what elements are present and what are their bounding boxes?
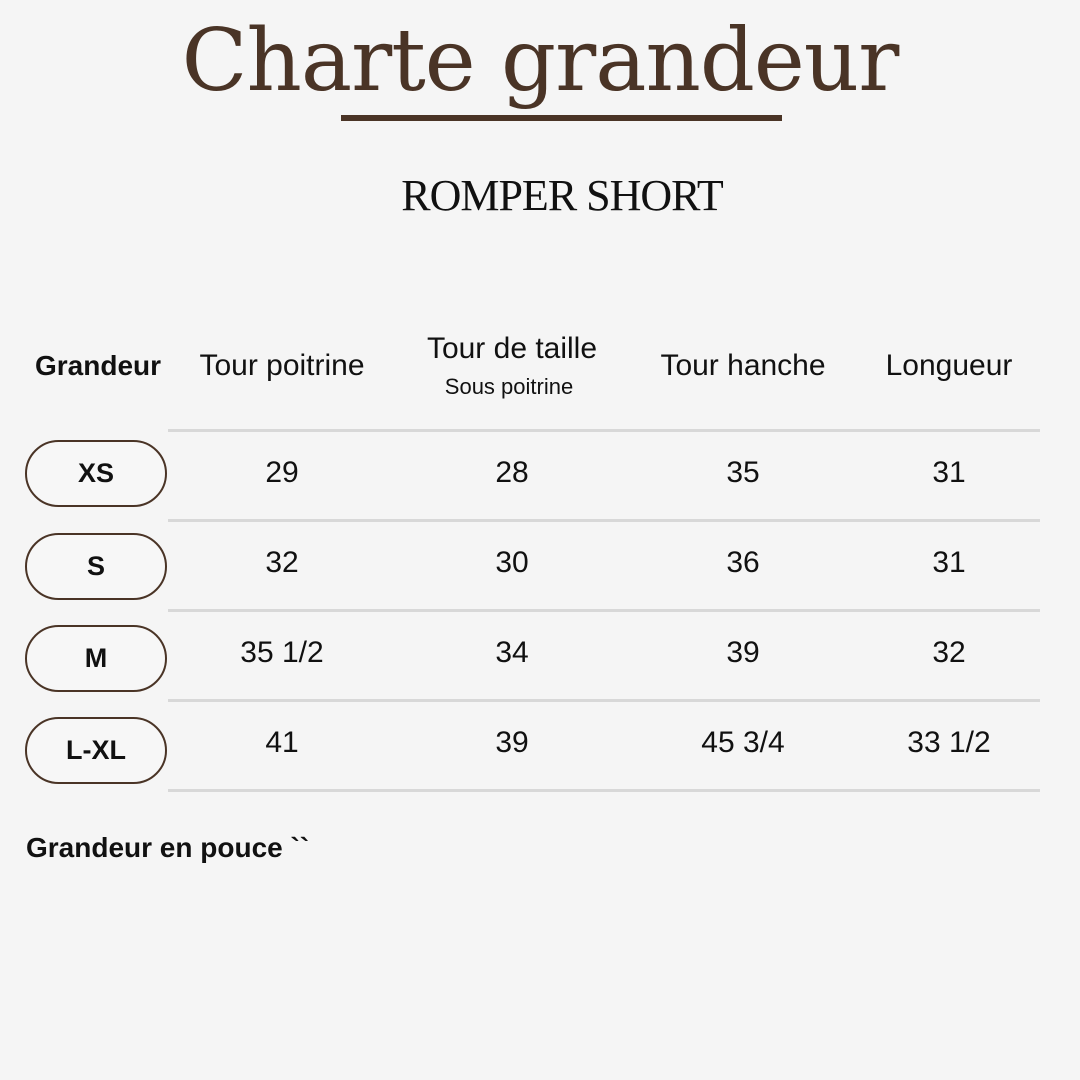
waist-value: 30	[495, 546, 529, 579]
length-value: 31	[932, 456, 966, 489]
unit-footnote: Grandeur en pouce ``	[26, 832, 310, 863]
header-waist-subtitle: Sous poitrine	[444, 374, 574, 399]
header-hip: Tour hanche	[660, 349, 826, 382]
title-underline	[341, 115, 782, 121]
header-waist: Tour de taille	[426, 332, 598, 365]
waist-value: 28	[495, 456, 529, 489]
size-badge-s: S	[25, 533, 167, 600]
row-divider	[168, 699, 1040, 702]
hip-value: 35	[726, 456, 760, 489]
hip-value: 36	[726, 546, 760, 579]
chest-value: 29	[265, 456, 299, 489]
page-title: Charte grandeur	[181, 11, 899, 111]
size-badge-xs: XS	[25, 440, 167, 507]
header-length: Longueur	[885, 349, 1013, 382]
length-value: 31	[932, 546, 966, 579]
header-size: Grandeur	[34, 350, 162, 381]
hip-value: 45 3/4	[701, 726, 785, 759]
product-name: ROMPER SHORT	[401, 171, 723, 220]
length-value: 32	[932, 636, 966, 669]
row-divider	[168, 789, 1040, 792]
row-divider	[168, 609, 1040, 612]
length-value: 33 1/2	[907, 726, 991, 759]
row-divider	[168, 519, 1040, 522]
row-divider	[168, 429, 1040, 432]
hip-value: 39	[726, 636, 760, 669]
chest-value: 41	[265, 726, 299, 759]
header-chest: Tour poitrine	[199, 349, 365, 382]
chest-value: 35 1/2	[240, 636, 324, 669]
waist-value: 34	[495, 636, 529, 669]
chest-value: 32	[265, 546, 299, 579]
size-badge-m: M	[25, 625, 167, 692]
waist-value: 39	[495, 726, 529, 759]
size-badge-l-xl: L-XL	[25, 717, 167, 784]
